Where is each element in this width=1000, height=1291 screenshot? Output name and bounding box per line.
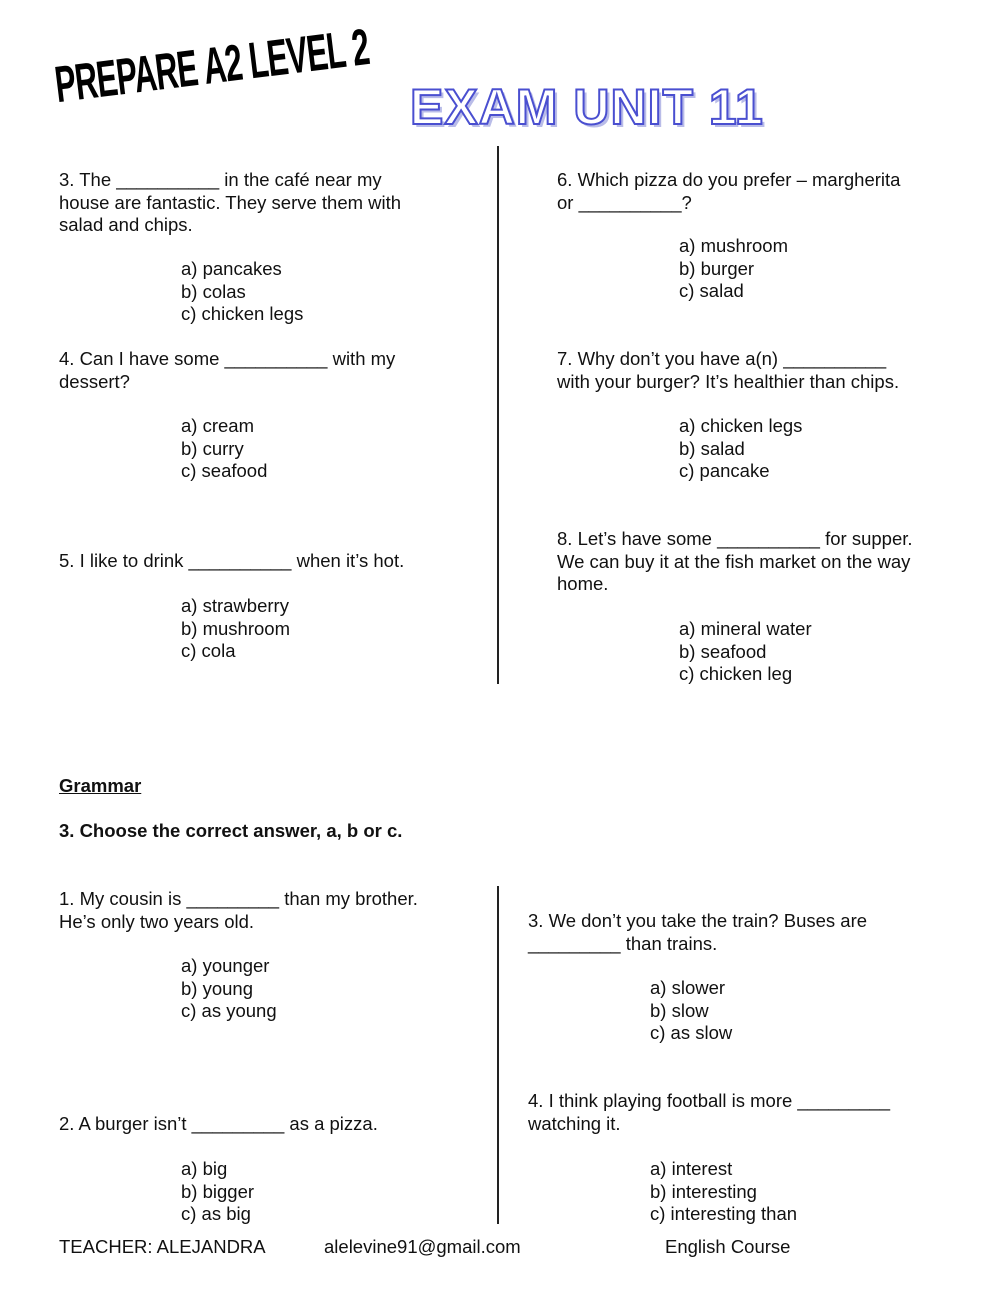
question-line: 1. My cousin is _________ than my brother. bbox=[59, 888, 418, 909]
answer-option-a[interactable]: a) cream bbox=[181, 415, 254, 436]
answer-option-b[interactable]: b) curry bbox=[181, 437, 244, 459]
answer-option-c[interactable]: c) salad bbox=[679, 280, 744, 301]
answer-option-b[interactable]: b) young bbox=[181, 977, 253, 999]
question-line: 4. I think playing football is more _________ bbox=[528, 1090, 891, 1111]
answer-option-a[interactable]: a) pancakes bbox=[181, 258, 282, 279]
footer-course: English Course bbox=[665, 1236, 791, 1257]
answer-option-b[interactable]: b) interesting bbox=[650, 1180, 757, 1202]
answer-option-c[interactable]: c) pancake bbox=[679, 460, 770, 481]
question-line: house are fantastic. They serve them with bbox=[59, 191, 402, 213]
question-line: with your burger? It’s healthier than chips. bbox=[557, 370, 900, 392]
answer-option-a[interactable]: a) chicken legs bbox=[679, 415, 803, 436]
question-line: 3. The __________ in the café near my bbox=[59, 169, 382, 190]
answer-option-a[interactable]: a) mushroom bbox=[679, 235, 788, 256]
vocab-question-3-options bbox=[181, 258, 303, 326]
question-line: watching it. bbox=[528, 1112, 621, 1134]
grammar-question-3 bbox=[528, 910, 867, 955]
grammar-column-divider bbox=[497, 886, 499, 1224]
question-line: or __________? bbox=[557, 191, 692, 213]
answer-option-c[interactable]: c) interesting than bbox=[650, 1203, 798, 1224]
grammar-question-1 bbox=[59, 888, 418, 933]
answer-option-a[interactable]: a) mineral water bbox=[679, 618, 812, 639]
footer-email[interactable]: alelevine91@gmail.com bbox=[324, 1236, 521, 1257]
answer-option-c[interactable]: c) chicken legs bbox=[181, 303, 304, 324]
footer-teacher: TEACHER: ALEJANDRA bbox=[59, 1236, 266, 1257]
question-line: 6. Which pizza do you prefer – margherita bbox=[557, 169, 901, 190]
answer-option-b[interactable]: b) seafood bbox=[679, 640, 767, 662]
grammar-question-4 bbox=[528, 1090, 890, 1135]
grammar-question-4-options bbox=[650, 1158, 797, 1226]
vocab-question-5-options bbox=[181, 595, 290, 663]
grammar-question-1-options bbox=[181, 955, 277, 1023]
answer-option-b[interactable]: b) mushroom bbox=[181, 617, 290, 639]
vocab-question-5 bbox=[59, 550, 404, 573]
answer-option-b[interactable]: b) bigger bbox=[181, 1180, 255, 1202]
answer-option-c[interactable]: c) seafood bbox=[181, 460, 268, 481]
vocab-question-3 bbox=[59, 169, 401, 237]
answer-option-c[interactable]: c) as big bbox=[181, 1203, 251, 1224]
answer-option-a[interactable]: a) younger bbox=[181, 955, 270, 976]
answer-option-a[interactable]: a) strawberry bbox=[181, 595, 289, 616]
vocab-question-4-options bbox=[181, 415, 267, 483]
grammar-question-2 bbox=[59, 1113, 378, 1136]
answer-option-a[interactable]: a) slower bbox=[650, 977, 726, 998]
answer-option-c[interactable]: c) chicken leg bbox=[679, 663, 793, 684]
vocab-question-4 bbox=[59, 348, 395, 393]
vocab-question-8-options bbox=[679, 618, 812, 686]
question-line: 8. Let’s have some __________ for supper. bbox=[557, 528, 913, 549]
question-line: 3. We don’t you take the train? Buses are bbox=[528, 910, 868, 931]
header-left-title: PREPARE A2 LEVEL 2 bbox=[52, 19, 372, 115]
question-line: He’s only two years old. bbox=[59, 910, 255, 932]
grammar-heading: Grammar bbox=[59, 775, 142, 796]
question-line: We can buy it at the fish market on the way bbox=[557, 550, 911, 572]
question-line: 7. Why don’t you have a(n) __________ bbox=[557, 348, 887, 369]
question-line: 5. I like to drink __________ when it’s hot. bbox=[59, 550, 405, 571]
vocab-question-7-options bbox=[679, 415, 802, 483]
grammar-question-3-options bbox=[650, 977, 732, 1045]
question-line: dessert? bbox=[59, 370, 130, 392]
grammar-instruction: 3. Choose the correct answer, a, b or c. bbox=[59, 820, 403, 841]
answer-option-c[interactable]: c) cola bbox=[181, 640, 236, 661]
answer-option-c[interactable]: c) as slow bbox=[650, 1022, 733, 1043]
vocab-question-7 bbox=[557, 348, 899, 393]
grammar-question-2-options bbox=[181, 1158, 254, 1226]
vocab-question-6 bbox=[557, 169, 900, 214]
question-line: home. bbox=[557, 573, 609, 594]
vocab-column-divider bbox=[497, 146, 499, 684]
question-line: 2. A burger isn’t _________ as a pizza. bbox=[59, 1113, 378, 1134]
answer-option-a[interactable]: a) interest bbox=[650, 1158, 733, 1179]
header-right-title: EXAM UNIT 11 bbox=[410, 79, 764, 135]
answer-option-a[interactable]: a) big bbox=[181, 1158, 228, 1179]
answer-option-b[interactable]: b) slow bbox=[650, 999, 709, 1021]
vocab-question-6-options bbox=[679, 235, 788, 303]
answer-option-b[interactable]: b) burger bbox=[679, 257, 755, 279]
question-line: 4. Can I have some __________ with my bbox=[59, 348, 396, 369]
answer-option-b[interactable]: b) salad bbox=[679, 437, 745, 459]
question-line: salad and chips. bbox=[59, 214, 193, 235]
vocab-question-8 bbox=[557, 528, 913, 596]
question-line: _________ than trains. bbox=[528, 932, 718, 954]
answer-option-b[interactable]: b) colas bbox=[181, 280, 246, 302]
answer-option-c[interactable]: c) as young bbox=[181, 1000, 277, 1021]
